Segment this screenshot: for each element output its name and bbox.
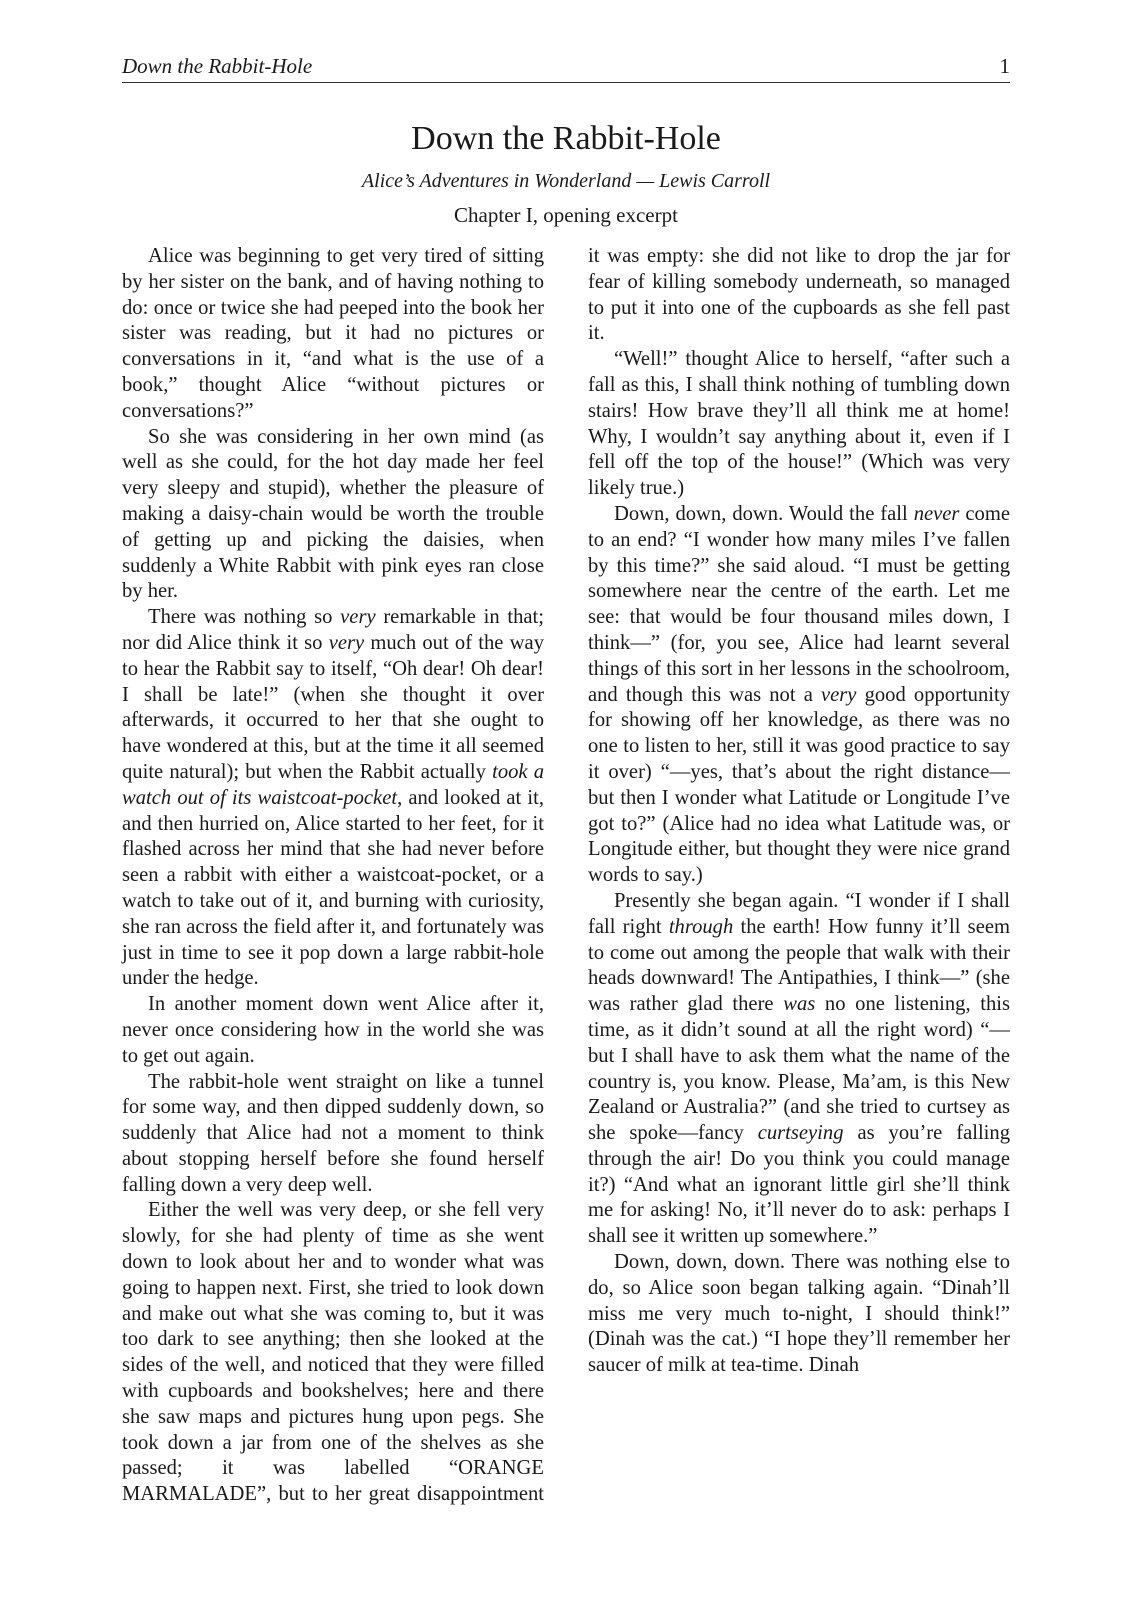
text-run: the earth! How funny it’ll seem to come out among the people that walk with their heads downward! The Antipathies, I think—” (she was rather glad there <box>588 915 1010 1016</box>
text-run: come to an end? “I wonder how many miles I’ve fallen by this time?” she said aloud. “I must be getting somewhere near the centre of the earth. Let me see: that would be four thousand miles down, I think—” (for, you see, Alice had learnt several things of this sort in her lessons in the schoolroom, and though this was not a <box>588 502 1010 706</box>
running-head <box>122 54 1010 83</box>
italic-text: was <box>783 993 816 1016</box>
page-number: 1 <box>999 54 1010 78</box>
paragraph <box>588 889 1010 1250</box>
chapter-subtitle: Alice’s Adventures in Wonderland — Lewis Carroll <box>361 170 771 192</box>
text-run: no one listening, this time, as it didn’t sound at all the right word) “—but I shall have to ask them what the name of the country is, you know. Please, Ma’am, is this New Zealand or Australia?” (and she tried to curtsey as she spoke—fancy <box>588 993 1010 1145</box>
chapter-note: Chapter I, opening excerpt <box>454 203 678 227</box>
text-run: Alice was beginning to get very tired of sitting by her sister on the bank, and of having nothing to do: once or twice she had peeped into the book her sister was reading, but it had no pictures or conversations in it, “and what is the use of a book,” thought Alice “without pictures or conversations?” <box>122 245 544 422</box>
italic-text: very <box>340 606 376 629</box>
text-run: The rabbit-hole went straight on like a tunnel for some way, and then dipped suddenly down, so suddenly that Alice had not a moment to think about stopping herself before she found herself falling down a very deep well. <box>122 1070 544 1196</box>
italic-text: curtseying <box>757 1122 844 1145</box>
italic-text: very <box>328 631 365 654</box>
text-run: remarkable in that; nor did Alice think it so <box>122 606 545 654</box>
running-head-title: Down the Rabbit-Hole <box>122 54 313 78</box>
text-run: In another moment down went Alice after it, never once considering how in the world she was to get out again. <box>122 993 544 1067</box>
text-run: much out of the way to hear the Rabbit say to itself, “Oh dear! Oh dear! I shall be late!” (when she thought it over afterwards, it occurred to her that she ought to have wondered at this, but at the time it all seemed quite natural); but when the Rabbit actually <box>122 631 544 783</box>
text-run: Down, down, down. There was nothing else to do, so Alice soon began talking again. “Dinah’ll miss me very much to-night, I should think!” (Dinah was the cat.) “I hope they’ll remember her saucer of milk at tea-time. Dinah <box>588 1251 1010 1377</box>
text-run: So she was considering in her own mind (as well as she could, for the hot day made her feel very sleepy and stupid), whether the pleasure of making a daisy-chain would be worth the trouble of getting up and picking the daisies, when suddenly a White Rabbit with pink eyes ran close by her. <box>122 425 544 603</box>
italic-text: very <box>821 683 857 706</box>
text-run: as you’re falling through the air! Do you think you could manage it?) “And what an ignorant little girl she’ll think me for asking! No, it’ll never do to ask: perhaps I shall see it written up somewhere.” <box>588 1122 1011 1248</box>
paragraph <box>122 425 544 606</box>
paragraph <box>122 1070 544 1199</box>
paragraph <box>122 992 544 1069</box>
text-run: Either the well was very deep, or she fell very slowly, for she had plenty of time as she went down to look about her and to wonder what was going to happen next. First, she tried to look down and make out what she was coming to, but it was too dark to see anything; then she looked at the sides of the well, and noticed that they were filled with cupboards and bookshelves; here and there she saw maps and pictures hung upon pegs. She took down a jar from one of the shelves as she passed; it was labelled “ORANGE MARMALADE”, but to her great disappointment it was empty: she did not like to drop the jar for fear of killing somebody underneath, so managed to put it into one of the cupboards as she fell past it. <box>122 245 1010 1506</box>
text-run: , and looked at it, and then hurried on, Alice started to her feet, for it flashed across her mind that she had never before seen a rabbit with either a waistcoat-pocket, or a watch to take out of it, and burning with curiosity, she ran across the field after it, and fortunately was just in time to see it pop down a large rabbit-hole under the hedge. <box>122 786 545 990</box>
paragraph <box>588 502 1010 889</box>
title-block <box>122 118 1010 230</box>
italic-text: through <box>668 915 734 938</box>
text-run: “Well!” thought Alice to herself, “after such a fall as this, I shall think nothing of tumbling down stairs! How brave they’ll all think me at home! Why, I wouldn’t say anything about it, even if I fell off the top of the house!” (Which was very likely true.) <box>588 348 1010 500</box>
paragraph <box>588 347 1010 502</box>
text-run: Down, down, down. Would the fall <box>614 502 914 525</box>
paragraph <box>122 605 544 992</box>
body-text <box>122 244 1010 1524</box>
text-run: There was nothing so <box>148 606 341 629</box>
text-run: good opportunity for showing off her knowledge, as there was no one to listen to her, still it was good practice to say it over) “—yes, that’s about the right distance—but then I wonder what Latitude or Longitude I’ve got to?” (Alice had no idea what Latitude was, or Longitude either, but thought they were nice grand words to say.) <box>588 683 1010 887</box>
italic-text: never <box>913 502 960 525</box>
italic-text: took a watch out of its waistcoat-pocket <box>122 760 544 809</box>
paragraph <box>588 1250 1010 1379</box>
paragraph <box>122 244 544 425</box>
chapter-title: Down the Rabbit-Hole <box>411 120 721 157</box>
text-run: Presently she began again. “I wonder if I shall fall right <box>588 889 1010 938</box>
